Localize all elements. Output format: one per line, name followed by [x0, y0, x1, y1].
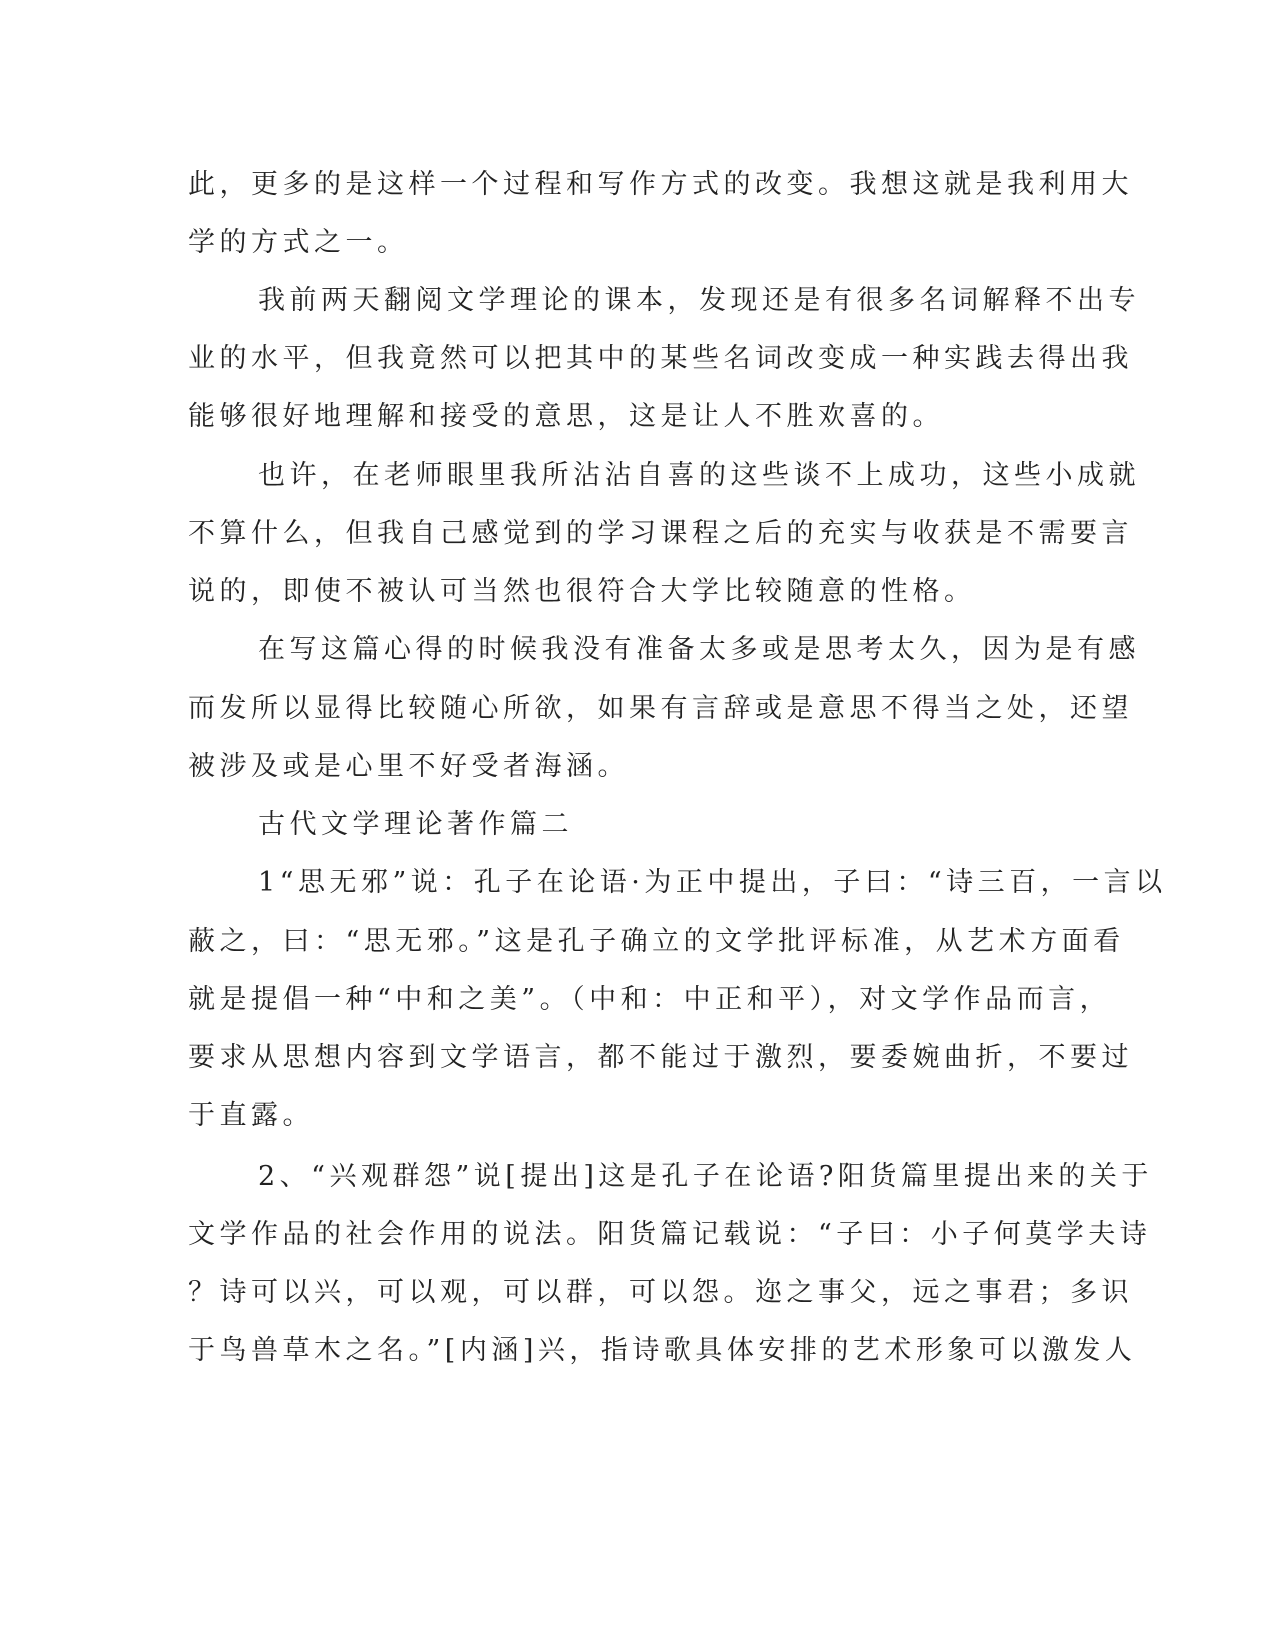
- text-line: 要求从思想内容到文学语言，都不能过于激烈，要委婉曲折，不要过: [188, 1042, 1133, 1073]
- text-line: 能够很好地理解和接受的意思，这是让人不胜欢喜的。: [188, 401, 944, 432]
- text-line: 说的，即使不被认可当然也很符合大学比较随意的性格。: [188, 576, 976, 607]
- text-line: 学的方式之一。: [188, 227, 409, 258]
- text-line: ？诗可以兴，可以观，可以群，可以怨。迩之事父，远之事君；多识: [188, 1277, 1133, 1308]
- text-line: 文学作品的社会作用的说法。阳货篇记载说：“子曰：小子何莫学夫诗: [188, 1219, 1152, 1250]
- section-heading: 古代文学理论著作篇二: [258, 809, 573, 840]
- text-line: 于直露。: [188, 1100, 314, 1131]
- text-line: 而发所以显得比较随心所欲，如果有言辞或是意思不得当之处，还望: [188, 693, 1133, 724]
- text-line: 业的水平，但我竟然可以把其中的某些名词改变成一种实践去得出我: [188, 343, 1133, 374]
- text-line: 不算什么，但我自己感觉到的学习课程之后的充实与收获是不需要言: [188, 518, 1133, 549]
- text-line: 蔽之，曰：“思无邪。”这是孔子确立的文学批评标准，从艺术方面看: [188, 926, 1125, 957]
- paragraph-start-line: 我前两天翻阅文学理论的课本，发现还是有很多名词解释不出专: [258, 285, 1140, 316]
- paragraph-start-line: 1“思无邪”说：孔子在论语·为正中提出，子曰：“诗三百，一言以: [258, 867, 1167, 898]
- text-line: 就是提倡一种“中和之美”。（中和：中正和平），对文学作品而言，: [188, 984, 1112, 1015]
- paragraph-start-line: 在写这篇心得的时候我没有准备太多或是思考太久，因为是有感: [258, 634, 1140, 665]
- text-line: 被涉及或是心里不好受者海涵。: [188, 751, 629, 782]
- paragraph-start-line: 2、“兴观群怨”说[提出]这是孔子在论语?阳货篇里提出来的关于: [258, 1161, 1153, 1192]
- paragraph-start-line: 也许，在老师眼里我所沾沾自喜的这些谈不上成功，这些小成就: [258, 460, 1140, 491]
- text-line: 于鸟兽草木之名。”[内涵]兴，指诗歌具体安排的艺术形象可以激发人: [188, 1335, 1137, 1366]
- text-line: 此，更多的是这样一个过程和写作方式的改变。我想这就是我利用大: [188, 169, 1133, 200]
